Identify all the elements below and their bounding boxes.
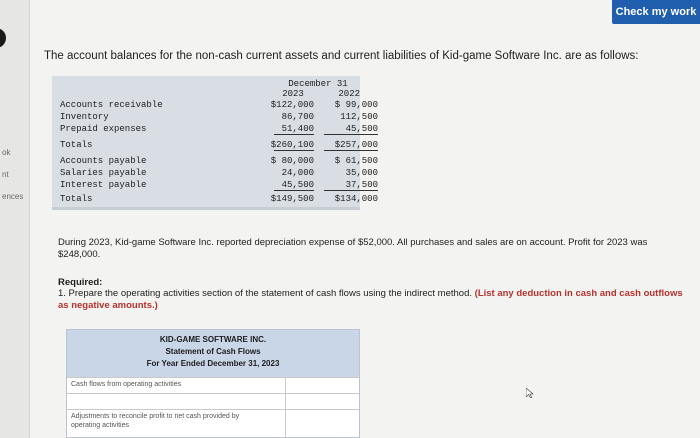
row-label-asset-totals: Totals bbox=[60, 140, 93, 150]
worksheet-row-blank[interactable] bbox=[67, 393, 359, 409]
worksheet-row-adjustments bbox=[67, 409, 359, 437]
table-header-date: December 31 bbox=[288, 79, 348, 89]
scenario-paragraph: During 2023, Kid-game Software Inc. reported depreciation expense of $52,000. All purchases and sales are on account. Profit for 2023 was $248,000. bbox=[58, 237, 648, 260]
cell-inv-2022: 112,500 bbox=[340, 112, 378, 122]
underline-assets-2022 bbox=[324, 134, 378, 135]
required-instructions bbox=[58, 288, 688, 312]
balances-table bbox=[52, 76, 378, 210]
double-underline-assets-2022 bbox=[324, 150, 378, 151]
cell-inv-2023: 86,700 bbox=[281, 112, 314, 122]
cell-interest-2022: 37,500 bbox=[345, 180, 378, 190]
sidebar-link-ok[interactable]: ok bbox=[2, 148, 11, 157]
cell-ar-2023: $122,000 bbox=[270, 100, 314, 110]
worksheet-header bbox=[67, 330, 359, 377]
row-label-accounts-receivable: Accounts receivable bbox=[60, 100, 163, 110]
cell-salaries-2022: 35,000 bbox=[345, 168, 378, 178]
underline-liab-2022 bbox=[324, 190, 378, 191]
cell-ap-2022: $ 61,500 bbox=[334, 156, 378, 166]
underline-liab-2023 bbox=[274, 190, 314, 191]
operating-amount-cell[interactable] bbox=[285, 378, 359, 393]
cash-flow-worksheet bbox=[66, 329, 360, 438]
mouse-pointer-icon bbox=[526, 388, 534, 398]
sidebar-link-ences[interactable]: ences bbox=[2, 192, 24, 201]
underline-assets-2023 bbox=[274, 134, 314, 135]
cell-prepaid-2022: 45,500 bbox=[345, 124, 378, 134]
worksheet-company: KID-GAME SOFTWARE INC. bbox=[159, 335, 267, 344]
check-my-work-button[interactable]: Check my work bbox=[612, 0, 700, 24]
row-label-accounts-payable: Accounts payable bbox=[60, 156, 147, 166]
double-underline-assets-2023 bbox=[274, 150, 314, 151]
adjustments-amount-cell[interactable] bbox=[285, 410, 359, 437]
operating-activities-label: Cash flows from operating activities bbox=[71, 381, 182, 388]
cell-interest-2023: 45,500 bbox=[281, 180, 314, 190]
column-header-2023: 2023 bbox=[282, 89, 304, 99]
left-sidebar bbox=[0, 0, 30, 438]
row-label-inventory: Inventory bbox=[60, 112, 109, 122]
cell-salaries-2023: 24,000 bbox=[281, 168, 314, 178]
intro-text: The account balances for the non-cash current assets and current liabilities of Kid-game Software Inc. are as follows: bbox=[44, 50, 639, 62]
worksheet-period: For Year Ended December 31, 2023 bbox=[146, 359, 280, 368]
sidebar-link-nt[interactable]: nt bbox=[2, 170, 9, 179]
cell-liab-total-2023: $149,500 bbox=[270, 194, 314, 204]
question-marker-icon bbox=[0, 28, 6, 48]
required-heading: Required: bbox=[58, 277, 103, 288]
worksheet-row-operating bbox=[67, 377, 359, 393]
cell-ap-2023: $ 80,000 bbox=[270, 156, 314, 166]
required-emphasis: (List any deduction in cash and cash outflows as negative amounts.) bbox=[58, 288, 683, 311]
row-label-interest-payable: Interest payable bbox=[60, 180, 147, 190]
row-label-liability-totals: Totals bbox=[60, 194, 93, 204]
row-label-prepaid-expenses: Prepaid expenses bbox=[60, 124, 147, 134]
cell-asset-total-2023: $260,100 bbox=[270, 140, 314, 150]
cell-liab-total-2022: $134,000 bbox=[334, 194, 378, 204]
cell-ar-2022: $ 99,000 bbox=[334, 100, 378, 110]
cell-asset-total-2022: $257,000 bbox=[334, 140, 378, 150]
adjustments-label: Adjustments to reconcile profit to net cash provided by operating activities bbox=[71, 413, 240, 429]
row-label-salaries-payable: Salaries payable bbox=[60, 168, 147, 178]
blank-amount-cell[interactable] bbox=[285, 394, 359, 409]
worksheet-statement-title: Statement of Cash Flows bbox=[165, 347, 261, 356]
column-header-2022: 2022 bbox=[338, 89, 360, 99]
required-text: 1. Prepare the operating activities section of the statement of cash flows using the indirect method. bbox=[58, 288, 473, 299]
cell-prepaid-2023: 51,400 bbox=[281, 124, 314, 134]
question-panel bbox=[30, 0, 700, 438]
